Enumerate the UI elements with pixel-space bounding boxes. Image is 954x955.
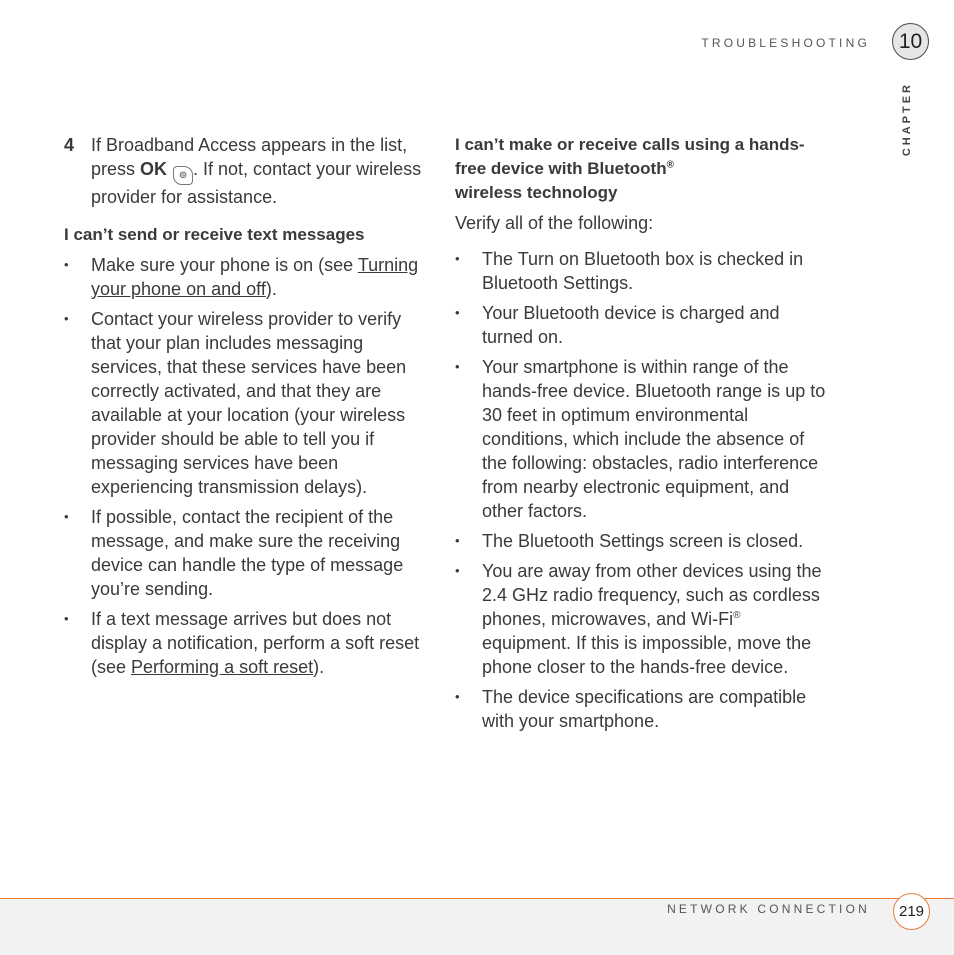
list-item: • Make sure your phone is on (see Turning your phone on and off).	[64, 255, 419, 299]
bluetooth-calls-heading: I can’t make or receive calls using a hands-free device with Bluetooth® wireless technology	[455, 135, 805, 202]
bullet-icon: •	[455, 533, 460, 548]
step-4	[64, 133, 436, 209]
bluetooth-checklist	[455, 247, 827, 733]
list-item: • The device specifications are compatible with your smartphone.	[455, 687, 807, 731]
text-messages-heading: I can’t send or receive text messages	[64, 225, 365, 244]
bullet-icon: •	[455, 563, 460, 578]
chapter-number-badge: 10	[892, 23, 929, 60]
bullet-icon: •	[64, 311, 69, 326]
ok-label: OK	[140, 159, 168, 179]
text-messages-list	[64, 253, 436, 679]
right-column	[455, 133, 827, 739]
bullet-icon: •	[455, 359, 460, 374]
ok-key-icon: ⊚	[173, 166, 193, 185]
list-item: • If a text message arrives but does not display a notification, perform a soft reset (see Performing a soft reset).	[64, 609, 420, 677]
header-section-label: TROUBLESHOOTING	[701, 36, 870, 50]
list-item: • Contact your wireless provider to verify that your plan includes messaging services, that these services have been correctly activated, and that they are available at your location (your wireless provider should be able to tell you if messaging services have been experiencing transmission delays).	[64, 309, 407, 497]
link-performing-soft-reset[interactable]: Performing a soft reset	[131, 657, 314, 677]
bullet-icon: •	[64, 257, 69, 272]
bullet-icon: •	[455, 251, 460, 266]
bullet-icon: •	[455, 305, 460, 320]
step-text: If Broadband Access appears in the list, press OK ⊚ . If not, contact your wireless provider for assistance.	[91, 135, 422, 207]
step-number: 4	[64, 135, 75, 155]
left-column	[64, 133, 436, 685]
list-item: • The Bluetooth Settings screen is closed.	[455, 531, 804, 551]
list-item: • If possible, contact the recipient of the message, and make sure the receiving device can handle the type of message you’re sending.	[64, 507, 404, 599]
bullet-icon: •	[455, 689, 460, 704]
page-number-badge: 219	[893, 893, 930, 930]
link-turning-phone-on-off[interactable]: Turning your phone on and off	[91, 255, 419, 299]
list-item: • The Turn on Bluetooth box is checked in Bluetooth Settings.	[455, 249, 804, 293]
footer-section-label: NETWORK CONNECTION	[667, 902, 870, 916]
bullet-icon: •	[64, 509, 69, 524]
chapter-label-vertical: CHAPTER	[901, 82, 913, 157]
list-item: • Your Bluetooth device is charged and turned on.	[455, 303, 780, 347]
bullet-icon: •	[64, 611, 69, 626]
list-item: • Your smartphone is within range of the hands-free device. Bluetooth range is up to 30 feet in optimum environmental conditions, which include the absence of the following: obstacles, radio interference from nearby electronic equipment, and other factors.	[455, 357, 826, 521]
list-item: • You are away from other devices using the 2.4 GHz radio frequency, such as cordless phones, microwaves, and Wi-Fi® equipment. If this is impossible, move the phone closer to the hands-free device.	[455, 561, 822, 677]
verify-intro: Verify all of the following:	[455, 213, 654, 233]
